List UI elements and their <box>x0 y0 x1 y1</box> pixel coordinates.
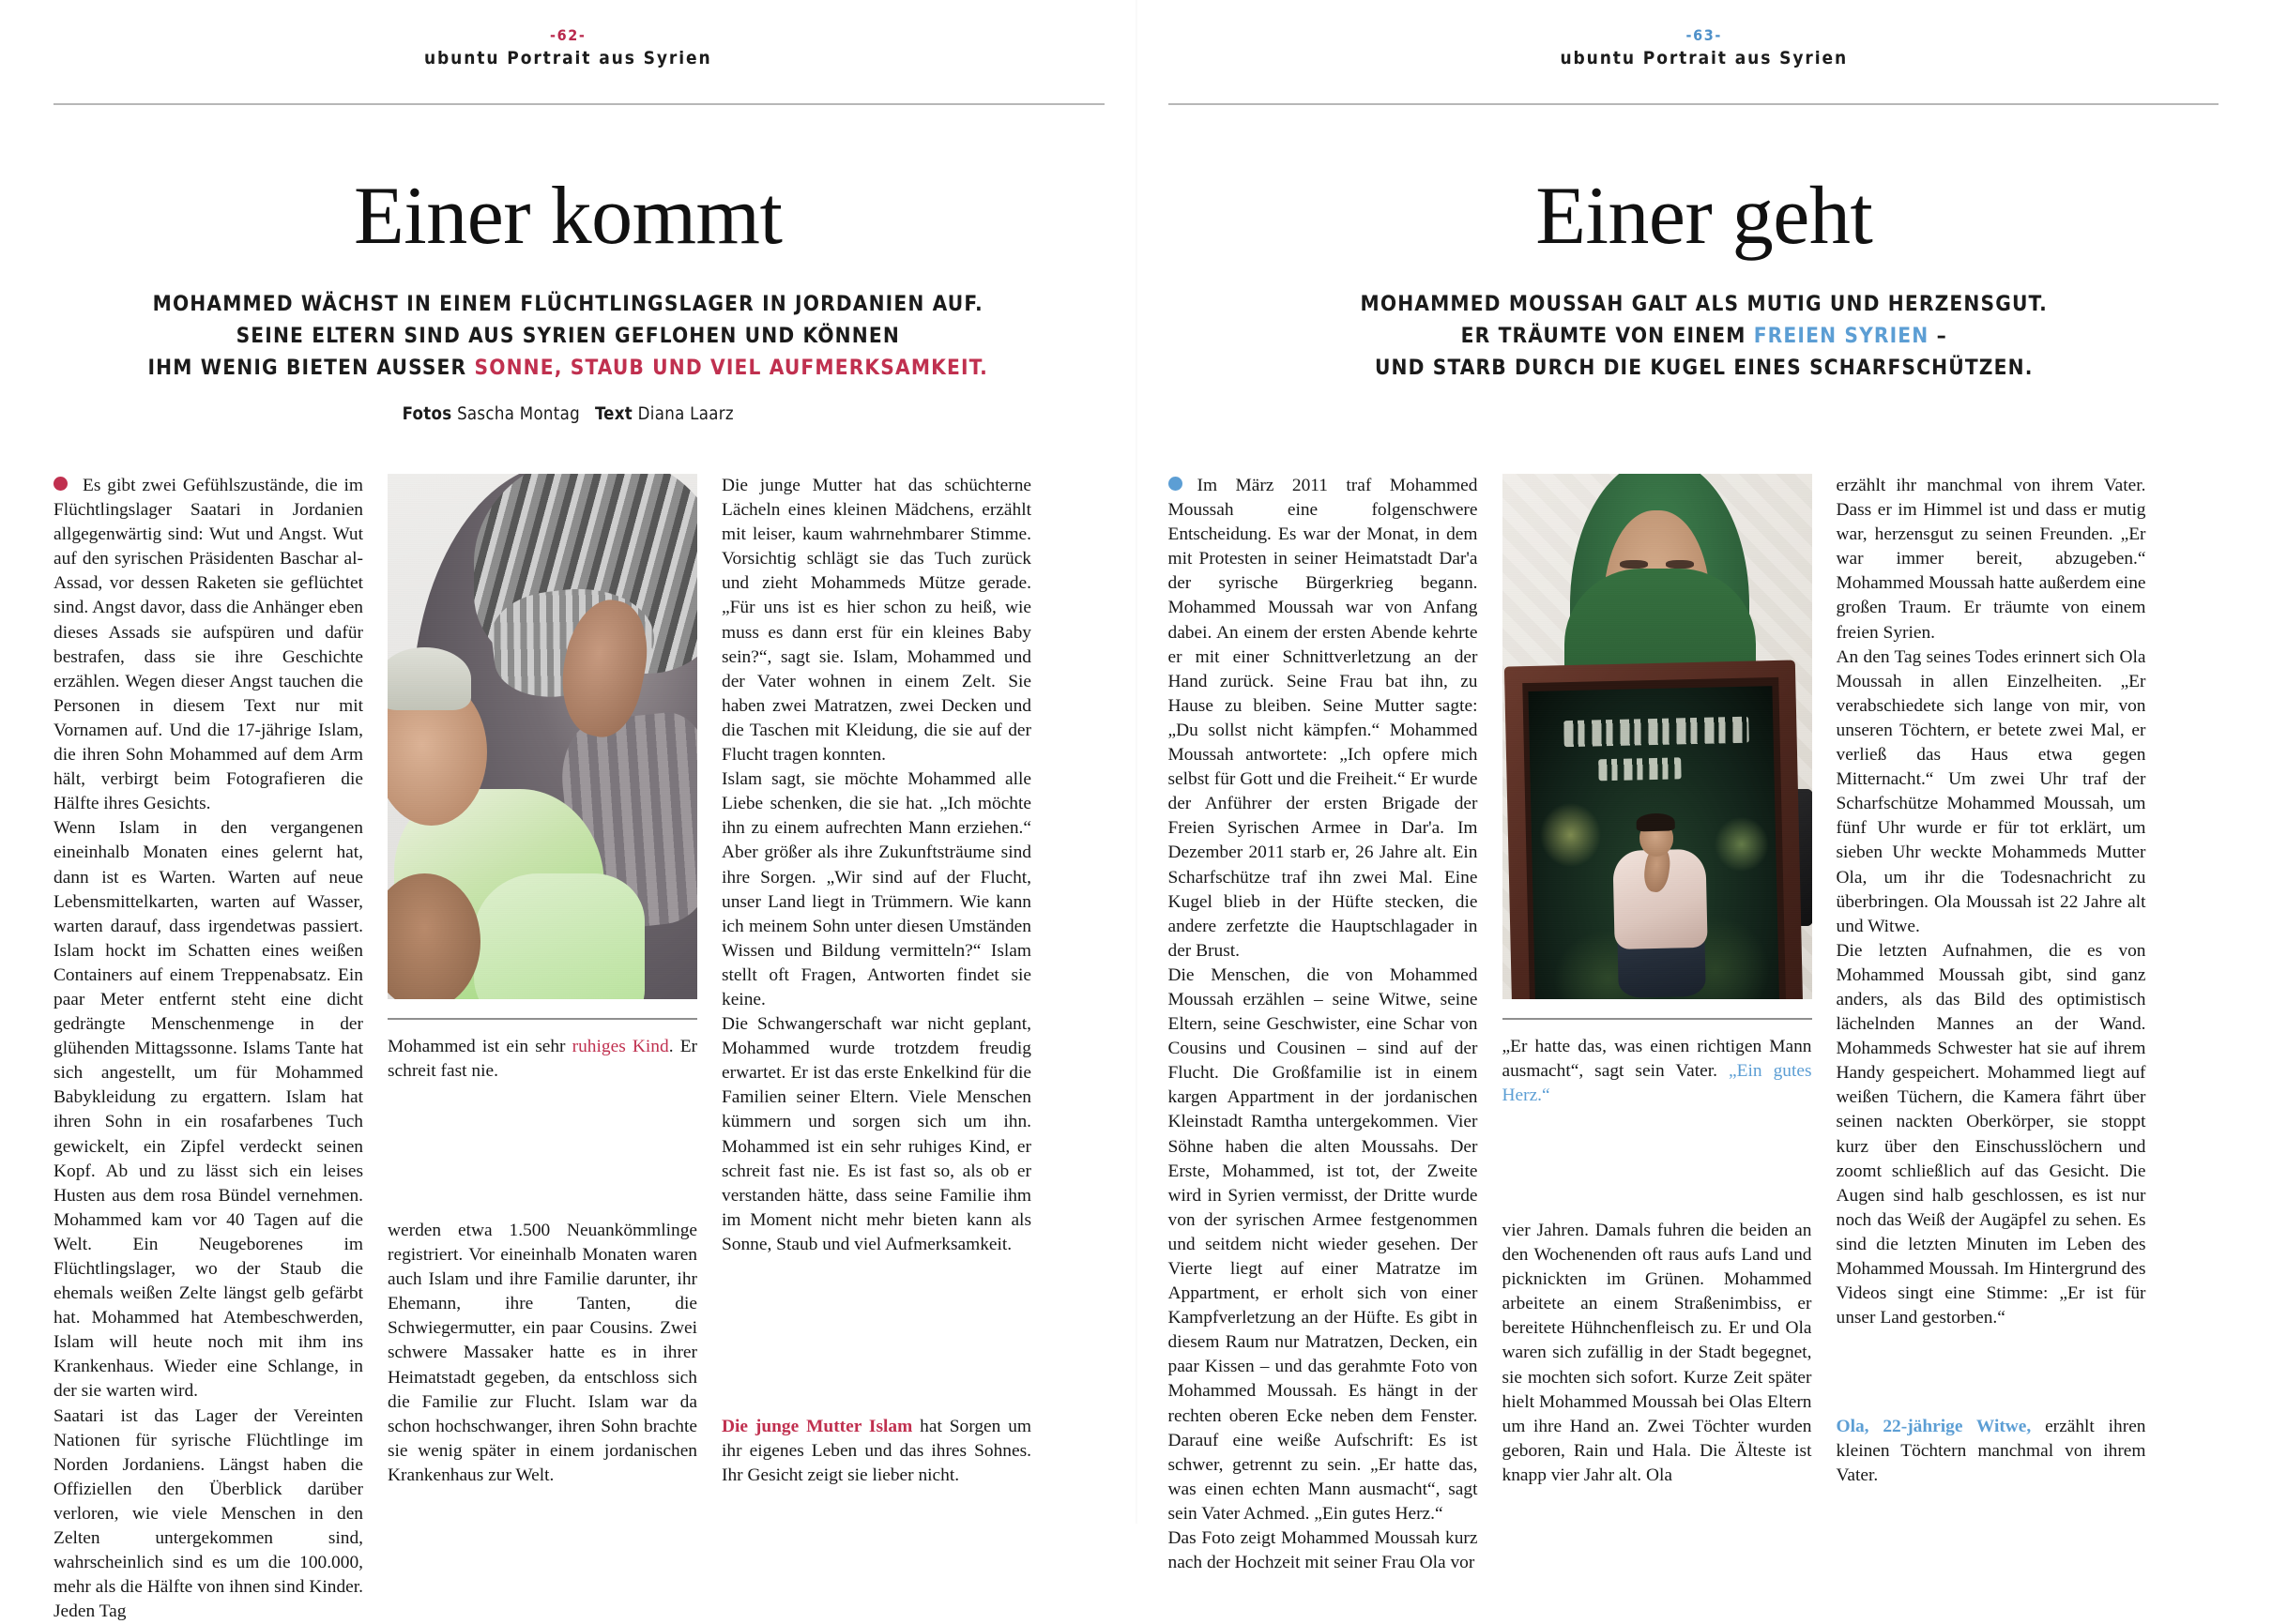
right-col2-continuation: vier Jahren. Damals fuhren die beiden an den Wochenenden oft raus aufs Land und picknickten im Grünen. Mohammed arbeitete an einem Straßenimbiss, er bereitete Hühnchenfleisch zu. Er und Ola waren sich zufällig in der Stadt begegnet, sie mochten sich sofort. Kurze Zeit später hielt Mohammed Moussah bei Olas Eltern um ihre Hand an. Zwei Töchter wurden geboren, Rain und Hala. Die Älteste ist knapp vier Jahr alt. Ola <box>1502 1219 1812 1488</box>
left-running-head <box>0 26 1136 70</box>
left-column-3 <box>722 474 1031 1488</box>
right-headline: Einer geht <box>1190 174 2219 260</box>
left-col3-para3: Die Schwangerschaft war nicht geplant, Mohammed wurde trotzdem freudig erwartet. Er ist das erste Enkelkind für die Familien seiner Eltern. Viele Menschen kümmern und sorgen sich um ihn. Mohammed ist ein sehr ruhiges Kind, er schreit fast nie. Es ist fast so, als ob er verstanden hätte, dass seine Familie ihm im Moment nicht mehr bieten kann als Sonne, Staub und viel Aufmerksamkeit. <box>722 1012 1031 1257</box>
left-col2-continuation: werden etwa 1.500 Neuankömmlinge registriert. Vor eineinhalb Monaten waren auch Islam und ihre Familie darunter, ihr Ehemann, ihre Tanten, die Schwiegermutter, ein paar Cousins. Zwei schwere Massaker hatte es in ihrer Heimatstadt gegeben, da entschloss sich die Familie zur Flucht. Islam war da schon hochschwanger, ihren Sohn brachte sie wenig später in einem jordanischen Krankenhaus zur Welt. <box>388 1219 697 1488</box>
left-columns <box>53 474 1105 1488</box>
right-columns <box>1168 474 2219 1488</box>
paragraph-bullet-icon <box>53 477 68 491</box>
left-pullquote-accent: ruhiges Kind <box>572 1037 669 1056</box>
photo-mother-and-baby <box>388 474 697 999</box>
right-standfirst <box>1190 288 2219 385</box>
left-headline: Einer kommt <box>53 174 1083 260</box>
right-pullquote-accent: „Ein gutes Herz.“ <box>1502 1061 1812 1105</box>
left-masthead <box>53 174 1083 424</box>
left-folio: -62- <box>0 26 1136 45</box>
right-column-3 <box>1837 474 2146 1488</box>
left-col3-para1: Die junge Mutter hat das schüchterne Lächeln eines kleinen Mädchens, erzählt mit leiser, kaum wahrnehmbarer Stimme. Vorsichtig schlägt sie das Tuch zurück und zieht Mohammeds Mütze gerade. „Für uns ist es hier schon zu heiß, wie muss es dann erst für ein kleines Baby sein?“, sagt sie. Islam, Mohammed und der Vater wohnen in einem Zelt. Sie haben zwei Matratzen, zwei Decken und die Taschen mit Kleidung, die sie auf der Flucht tragen konnten. <box>722 474 1031 767</box>
left-column-2 <box>388 474 697 1488</box>
left-header-rule <box>53 103 1105 105</box>
left-page <box>0 0 1136 1524</box>
right-column-2 <box>1502 474 1812 1488</box>
right-page <box>1136 0 2272 1524</box>
left-col1-para1 <box>53 474 363 816</box>
right-col1-para1-text: Im März 2011 traf Mohammed Moussah eine folgenschwere Entscheidung. Es war der Monat, in dem mit Protesten in seiner Heimatstadt Dar'a der syrische Bürgerkrieg begann. Mohammed Moussah war von Anfang dabei. An einem der ersten Abende kehrte er mit einer Schnittverletzung an der Hand zurück. Seine Frau bat ihn, zu Hause zu bleiben. Seine Mutter sagte: „Du sollst nicht kämpfen.“ Mohammed Moussah antwortete: „Ich opfere mich selbst für Gott und die Freiheit.“ Er wurde der Anführer der ersten Brigade der Freien Syrischen Armee in Dar'a. Im Dezember 2011 starb er, 26 Jahre alt. Ein Scharfschütze traf ihn zwei Mal. Eine Kugel blieb in der Hüfte stecken, die andere zerfetzte die Hauptschlagader in der Brust. <box>1168 476 1478 961</box>
right-standfirst-line-2 <box>1190 320 2219 352</box>
right-pullquote-part1: „Er hatte das, was einen richtigen Mann ausmacht“, sagt sein Vater. <box>1502 1037 1812 1081</box>
left-col1-para3: Saatari ist das Lager der Vereinten Nationen für syrische Flüchtlinge im Norden Jordaniens. Längst haben die Offiziellen den Überblick darüber verloren, wie viele Menschen in den Zelten untergekommen sind, wahrscheinlich sind es um die 100.000, mehr als die Hälfte von ihnen sind Kinder. Jeden Tag <box>53 1404 363 1624</box>
right-col3-para1: erzählt ihr manchmal von ihrem Vater. Dass er im Himmel ist und dass er mutig war, herzensgut zu seinen Freunden. „Er war immer bereit, abzugeben.“ Mohammed Moussah hatte außerdem eine großen Traum. Er träumte von einem freien Syrien. <box>1837 474 2146 645</box>
right-col3-para2: An den Tag seines Todes erinnert sich Ola Moussah in allen Einzelheiten. „Er verabschiedete sich lange von mir, von unseren Töchtern, er betete zwei Mal, er verließ das Haus etwa gegen Mitternacht.“ Um zwei Uhr traf der Scharfschütze Mohammed Moussah, um fünf Uhr wurde er für tot erklärt, um sieben Uhr weckte Mohammeds Mutter Ola, um ihr die Todesnachricht zu überbringen. Ola Moussah ist 22 Jahre alt und Witwe. <box>1837 645 2146 939</box>
right-pullquote <box>1502 1035 1812 1108</box>
right-column-1 <box>1168 474 1478 1488</box>
left-pullquote <box>388 1035 697 1084</box>
photo-grain-overlay <box>1502 474 1812 999</box>
left-photo-caption-lead: Die junge Mutter Islam <box>722 1417 912 1436</box>
right-standfirst-line-2-plain: ER TRÄUMTE VON EINEM <box>1461 324 1754 348</box>
left-pullquote-part2: . Er schreit fast nie. <box>388 1037 697 1081</box>
right-col1-para2: Die Menschen, die von Mohammed Moussah erzählen – seine Witwe, seine Eltern, seine Geschwister, eine Schar von Cousins und Cousinen – sind auf der Flucht. Die Großfamilie ist in einem kargen Appartment in der jordanischen Kleinstadt Ramtha untergekommen. Vier Söhne haben die alten Moussahs. Der Erste, Mohammed, ist tot, der Zweite wird in Syrien vermisst, der Dritte wurde von der syrischen Armee festgenommen und seitdem nicht wieder gesehen. Der Vierte liegt auf einer Matratze im Appartment, er erholt sich von einer Kampfverletzung an der Hüfte. Es gibt in diesem Raum nur Matratzen, Decken, ein paar Kissen – und das gerahmte Foto von Mohammed Moussah. Es hängt in der rechten oberen Ecke neben dem Fenster. Darauf eine weiße Aufschrift: Es ist schwer, getrennt zu sein. „Er hatte das, was einen echten Mann ausmacht“, sagt sein Vater Achmed. „Ein gutes Herz.“ <box>1168 964 1478 1526</box>
right-photo-caption-lead: Ola, 22-jährige Witwe, <box>1837 1417 2032 1436</box>
right-col1-para3: Das Foto zeigt Mohammed Moussah kurz nach der Hochzeit mit seiner Frau Ola vor <box>1168 1526 1478 1575</box>
paragraph-bullet-icon <box>1168 477 1182 491</box>
right-col1-para1 <box>1168 474 1478 964</box>
left-standfirst <box>53 288 1083 385</box>
left-pullquote-rule <box>388 1018 697 1020</box>
left-pullquote-part1: Mohammed ist ein sehr <box>388 1037 572 1056</box>
left-col1-para1-text: Es gibt zwei Gefühlszustände, die im Flüchtlingslager Saatari in Jordanien allgegenwärtig sind: Wut und Angst. Wut auf den syrischen Präsidenten Baschar al-Assad, vor dessen Raketen sie geflüchtet sind. Angst davor, dass die Anhänger eben dieses Assads sie aufspüren und dafür bestrafen, dass sie ihre Geschichte erzählen. Wegen dieser Angst tauchen die Personen in diesem Text nur mit Vornamen auf. Und die 17-jährige Islam, die ihren Sohn Mohammed auf dem Arm hält, verbirgt beim Fotografieren die Hälfte ihres Gesichts. <box>53 476 363 813</box>
right-header-rule <box>1168 103 2219 105</box>
right-col3-para3: Die letzten Aufnahmen, die es von Mohammed Moussah gibt, sind ganz anders, als das Bild des optimistisch lächelnden Mannes an der Wand. Mohammeds Schwester hat sie auf ihrem Handy gespeichert. Mohammed liegt auf weißen Tüchern, die Kamera fährt über seinen nackten Oberkörper, sie stoppt kurz über den Einschusslöchern und zoomt schließlich auf das Gesicht. Die Augen sind halb geschlossen, es ist nur noch das Weiß der Augäpfel zu sehen. Es sind die letzten Minuten im Leben des Mohammed Moussah. Im Hintergrund des Videos singt eine Stimme: „Er ist für unser Land gestorben.“ <box>1837 939 2146 1331</box>
right-standfirst-line-2-tail: – <box>1929 324 1946 348</box>
credit-text-label: Text <box>595 404 633 424</box>
left-photo-caption-rest: hat Sorgen um ihr eigenes Leben und das ihres Sohnes. Ihr Gesicht zeigt sie lieber nicht. <box>722 1417 1031 1485</box>
left-credits <box>53 404 1083 424</box>
right-running-head <box>1136 26 2272 70</box>
left-column-1 <box>53 474 363 1488</box>
right-photo-caption-rest: erzählt ihren kleinen Töchtern manchmal von ihrem Vater. <box>1837 1417 2146 1485</box>
photo-grain-overlay <box>388 474 697 999</box>
left-running-title: ubuntu Portrait aus Syrien <box>0 47 1136 69</box>
right-masthead <box>1190 174 2219 384</box>
credit-photos-label: Fotos <box>403 404 452 424</box>
right-standfirst-line-2-accent: FREIEN SYRIEN <box>1754 324 1929 348</box>
spread-gutter <box>1136 0 1138 1524</box>
right-photo-caption <box>1837 1415 2146 1488</box>
credit-text-name: Diana Laarz <box>638 404 734 424</box>
left-standfirst-line-3 <box>53 352 1083 384</box>
left-standfirst-line-3-plain: IHM WENIG BIETEN AUSSER <box>148 356 475 380</box>
left-photo-caption <box>722 1415 1031 1488</box>
right-folio: -63- <box>1136 26 2272 45</box>
left-col1-para2: Wenn Islam in den vergangenen eineinhalb Monaten eines gelernt hat, dann ist es Warten. Warten auf neue Lebensmittelkarten, warten auf Wasser, warten darauf, dass irgendetwas passiert. Islam hockt im Schatten eines weißen Containers auf einem Treppenabsatz. Ein paar Meter entfernt steht eine dicht gedrängte Menschenmenge in der glühenden Mittagssonne. Islams Tante hat sich angestellt, um für Mohammed Babykleidung zu ergattern. Islam hat ihren Sohn in ein rosafarbenes Tuch gewickelt, ein Zipfel verdeckt seinen Kopf. Ab und zu lässt sich ein leises Husten aus dem rosa Bündel vernehmen. Mohammed kam vor 40 Tagen auf die Welt. Ein Neugeborenes im Flüchtlingslager, wo der Staub die ehemals weißen Zelte längst gelb gefärbt hat. Mohammed hat Atembeschwerden, Islam will heute noch mit ihm ins Krankenhaus. Wieder eine Schlange, in der sie warten wird. <box>53 816 363 1404</box>
credit-photos-name: Sascha Montag <box>457 404 580 424</box>
right-standfirst-line-3: UND STARB DURCH DIE KUGEL EINES SCHARFSCHÜTZEN. <box>1190 352 2219 384</box>
right-pullquote-rule <box>1502 1018 1812 1020</box>
left-standfirst-line-1: MOHAMMED WÄCHST IN EINEM FLÜCHTLINGSLAGER IN JORDANIEN AUF. <box>53 288 1083 320</box>
photo-widow-with-portrait <box>1502 474 1812 999</box>
right-standfirst-line-1: MOHAMMED MOUSSAH GALT ALS MUTIG UND HERZENSGUT. <box>1190 288 2219 320</box>
right-running-title: ubuntu Portrait aus Syrien <box>1136 47 2272 69</box>
left-col3-para2: Islam sagt, sie möchte Mohammed alle Liebe schenken, die sie hat. „Ich möchte ihn zu einem aufrechten Mann erziehen.“ Aber größer als ihre Zukunftsträume sind ihre Sorgen. „Wir sind auf der Flucht, unser Land liegt in Trümmern. Wie kann ich meinem Sohn unter diesen Umständen Wissen und Bildung vermitteln?“ Islam stellt oft Fragen, Antworten findet sie keine. <box>722 767 1031 1012</box>
left-standfirst-line-3-accent: SONNE, STAUB UND VIEL AUFMERKSAMKEIT. <box>474 356 988 380</box>
left-standfirst-line-2: SEINE ELTERN SIND AUS SYRIEN GEFLOHEN UND KÖNNEN <box>53 320 1083 352</box>
